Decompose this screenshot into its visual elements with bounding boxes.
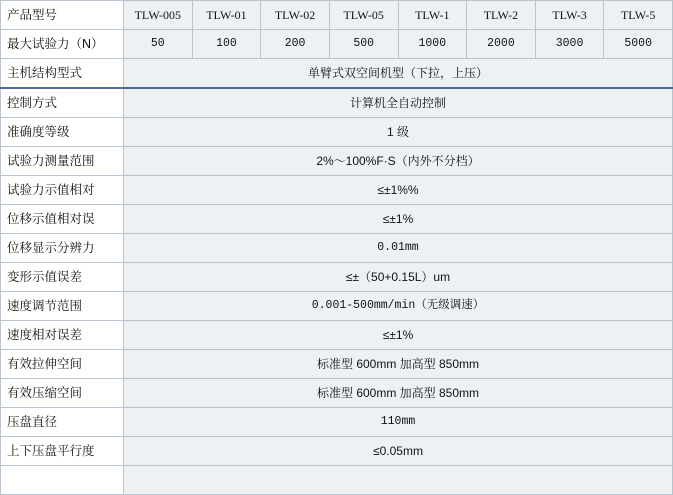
model-cell: TLW-005: [124, 1, 193, 30]
row-label: [1, 466, 124, 495]
force-value-cell: 3000: [535, 30, 604, 59]
row-value: ≤±（50+0.15L）um: [124, 263, 673, 292]
row-label: 速度调节范围: [1, 292, 124, 321]
row-label: 上下压盘平行度: [1, 437, 124, 466]
row-value: 0.01mm: [124, 234, 673, 263]
row-label: 位移示值相对误: [1, 205, 124, 234]
table-row: [1, 118, 673, 147]
force-value-cell: 2000: [467, 30, 536, 59]
table-row: [1, 59, 673, 89]
force-value-cell: 1000: [398, 30, 467, 59]
table-row: [1, 263, 673, 292]
table-row: [1, 88, 673, 118]
row-label: 速度相对误差: [1, 321, 124, 350]
row-value: 单臂式双空间机型（下拉，上压）: [124, 59, 673, 89]
row-value: ≤±1%%: [124, 176, 673, 205]
table-row: [1, 350, 673, 379]
table-body: [1, 1, 673, 495]
model-cell: TLW-05: [329, 1, 398, 30]
row-label: 变形示值误差: [1, 263, 124, 292]
row-label: 产品型号: [1, 1, 124, 30]
row-label: 准确度等级: [1, 118, 124, 147]
table-row: [1, 1, 673, 30]
row-value: 1 级: [124, 118, 673, 147]
row-value: ≤0.05mm: [124, 437, 673, 466]
model-cell: TLW-2: [467, 1, 536, 30]
table-row: [1, 147, 673, 176]
row-label: 压盘直径: [1, 408, 124, 437]
force-value-cell: 200: [261, 30, 330, 59]
table-row: [1, 437, 673, 466]
table-row: [1, 176, 673, 205]
row-label: 试验力示值相对: [1, 176, 124, 205]
row-label: 控制方式: [1, 88, 124, 118]
table-row: [1, 379, 673, 408]
force-value-cell: 50: [124, 30, 193, 59]
table-row: [1, 30, 673, 59]
table-row: [1, 292, 673, 321]
force-value-cell: 100: [192, 30, 261, 59]
row-value: 计算机全自动控制: [124, 88, 673, 118]
force-value-cell: 5000: [604, 30, 673, 59]
table-row: [1, 466, 673, 495]
table-row: [1, 234, 673, 263]
row-label: 最大试验力（N）: [1, 30, 124, 59]
model-cell: TLW-02: [261, 1, 330, 30]
row-label: 有效压缩空间: [1, 379, 124, 408]
model-cell: TLW-3: [535, 1, 604, 30]
table-row: [1, 205, 673, 234]
row-value: 0.001-500mm/min（无级调速）: [124, 292, 673, 321]
row-value: [124, 466, 673, 495]
table-row: [1, 321, 673, 350]
row-value: 标准型 600mm 加高型 850mm: [124, 350, 673, 379]
row-value: ≤±1%: [124, 321, 673, 350]
row-label: 有效拉伸空间: [1, 350, 124, 379]
row-value: 110mm: [124, 408, 673, 437]
row-value: ≤±1%: [124, 205, 673, 234]
force-value-cell: 500: [329, 30, 398, 59]
row-label: 主机结构型式: [1, 59, 124, 89]
model-cell: TLW-1: [398, 1, 467, 30]
row-label: 试验力测量范围: [1, 147, 124, 176]
model-cell: TLW-01: [192, 1, 261, 30]
row-label: 位移显示分辨力: [1, 234, 124, 263]
row-value: 2%～100%F·S（内外不分档）: [124, 147, 673, 176]
model-cell: TLW-5: [604, 1, 673, 30]
table-row: [1, 408, 673, 437]
row-value: 标准型 600mm 加高型 850mm: [124, 379, 673, 408]
